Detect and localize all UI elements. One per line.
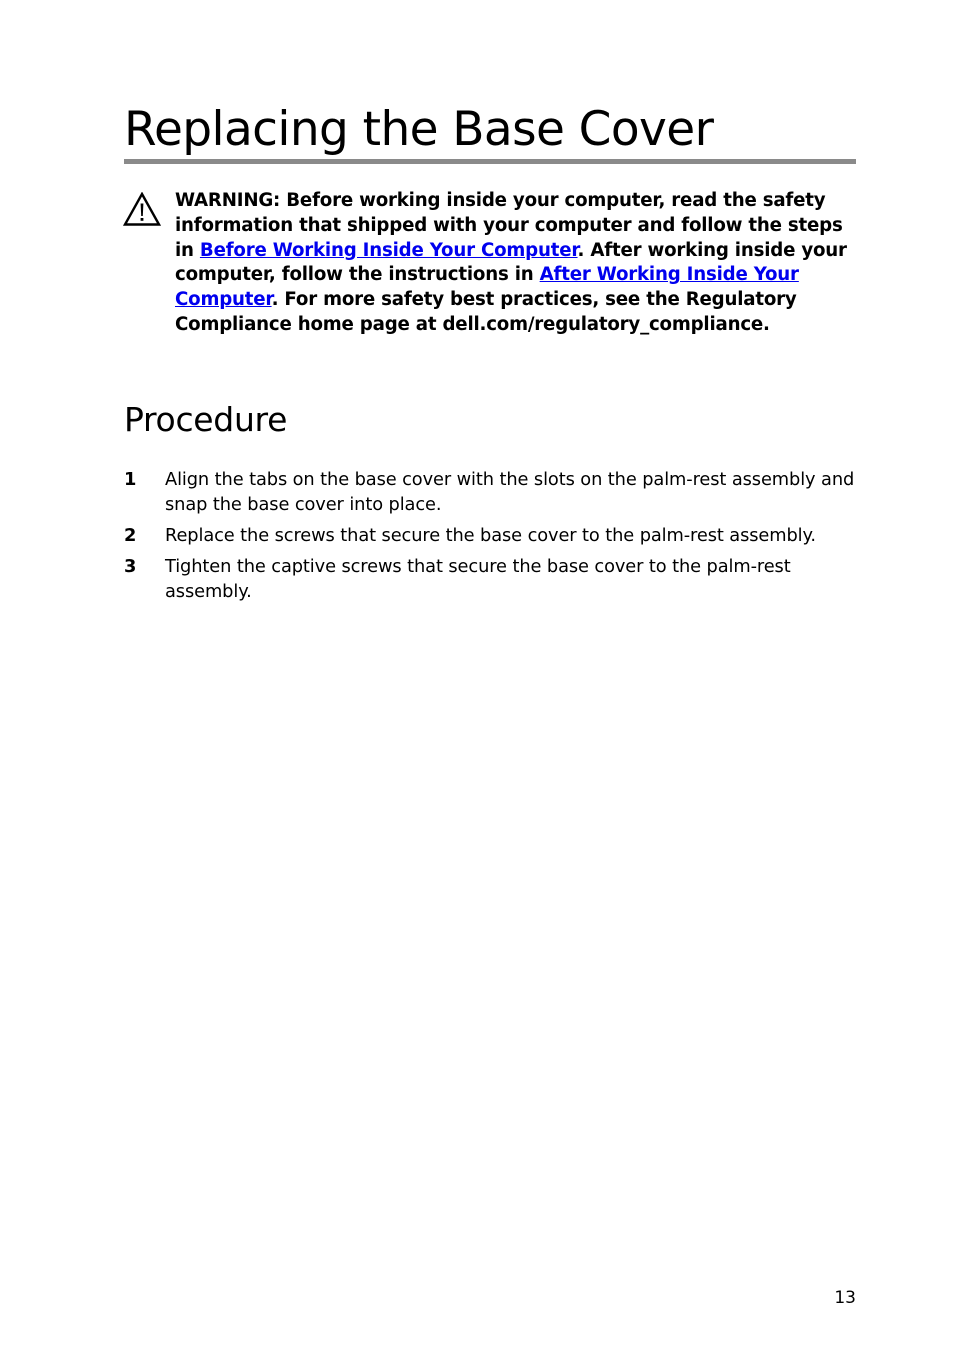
step-text: Tighten the captive screws that secure the base cover to the palm-rest assembly. [165, 556, 791, 602]
step-text: Align the tabs on the base cover with the slots on the palm-rest assembly and snap the base cover into place. [165, 469, 855, 515]
procedure-heading: Procedure [124, 400, 288, 439]
procedure-step [124, 467, 869, 517]
page-number: 13 [834, 1288, 856, 1308]
procedure-steps [124, 467, 869, 610]
after-working-link[interactable]: After Working Inside Your Computer [175, 264, 799, 311]
procedure-step [124, 554, 869, 604]
title-rule [124, 159, 856, 164]
step-text: Replace the screws that secure the base cover to the palm-rest assembly. [165, 525, 816, 546]
warning-text-part: . After working inside your computer, follow the instructions in [175, 239, 847, 286]
page-title: Replacing the Base Cover [124, 102, 714, 157]
warning-message [175, 189, 865, 338]
warning-text-part: WARNING: Before working inside your computer, read the safety information that shipped with your computer and follow the steps in [175, 190, 843, 261]
warning-text-part: . For more safety best practices, see the Regulatory Compliance home page at dell.com/regulatory_compliance. [175, 289, 797, 335]
warning-triangle-icon [123, 192, 161, 227]
step-number: 1 [124, 469, 137, 490]
before-working-link[interactable]: Before Working Inside Your Computer [199, 239, 578, 261]
step-number: 3 [124, 556, 137, 577]
procedure-step [124, 523, 869, 548]
step-number: 2 [124, 525, 137, 546]
